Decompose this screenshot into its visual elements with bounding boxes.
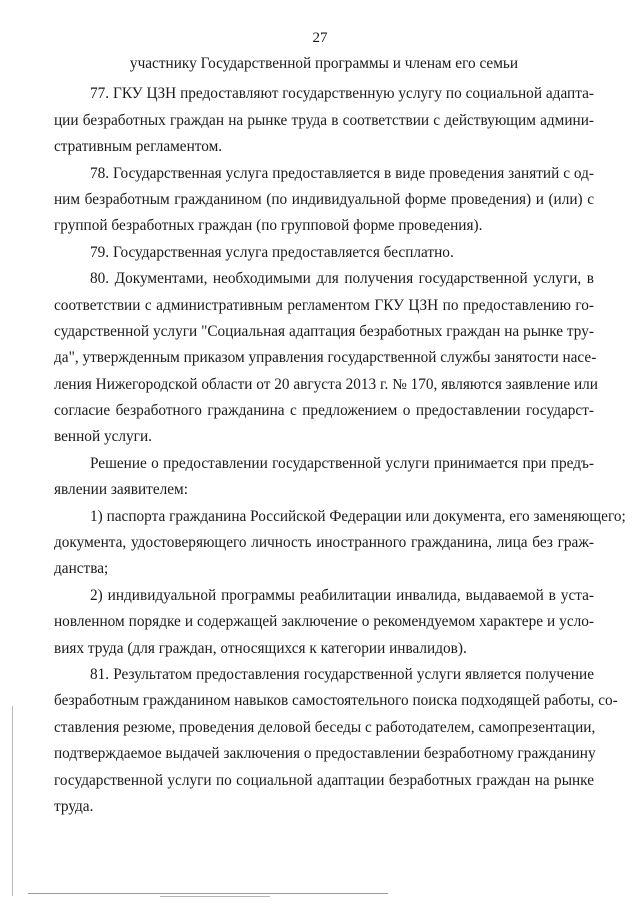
text-line: государственной услуги по социальной адаптации безработных граждан на рынке [54, 771, 594, 789]
page-number: 27 [312, 30, 328, 46]
text-line: ления Нижегородской области от 20 августа 2013 г. № 170, являются заявление или [54, 375, 598, 393]
text-line: 80. Документами, необходимыми для получения государственной услуги, в [90, 270, 594, 288]
text-line: да", утвержденным приказом управления государственной службы занятости насе- [54, 349, 597, 367]
scan-bottom-rule [160, 896, 270, 897]
text-line: документа, удостоверяющего личность иностранного гражданина, лица без граж- [54, 534, 594, 552]
text-line: участнику Государственной программы и членам его семьи [129, 55, 519, 72]
text-line: явлении заявителем: [54, 481, 188, 499]
text-line: подтверждаемое выдачей заключения о предоставлении безработному гражданину [54, 745, 596, 763]
text-line: группой безработных граждан (по групповой форме проведения). [54, 217, 483, 235]
text-line: ставления резюме, проведения деловой беседы с работодателем, самопрезентации, [54, 718, 596, 736]
text-line: 2) индивидуальной программы реабилитации инвалида, выдаваемой в уста- [90, 586, 594, 604]
text-line: Решение о предоставлении государственной услуги принимается при предъ- [90, 454, 594, 472]
text-line: новленном порядке и содержащей заключение о рекомендуемом характере и усло- [54, 613, 594, 631]
text-line: 77. ГКУ ЦЗН предоставляют государственную услугу по социальной адапта- [90, 85, 594, 103]
scan-edge-line [12, 706, 13, 896]
text-line: данства; [54, 560, 109, 578]
scan-bottom-rule [28, 893, 388, 894]
text-line: ции безработных граждан на рынке труда в соответствии с действующим админи- [54, 111, 594, 129]
text-line: сударственной услуги "Социальная адаптация безработных граждан на рынке тру- [54, 322, 594, 340]
text-line: ним безработным гражданином (по индивидуальной форме проведения) и (или) с [54, 190, 594, 208]
text-line: согласие безработного гражданина с предложением о предоставлении государст- [54, 402, 594, 420]
text-line: венной услуги. [54, 428, 152, 446]
text-line: 78. Государственная услуга предоставляется в виде проведения занятий с од- [90, 164, 594, 182]
text-line: соответствии с административным регламентом ГКУ ЦЗН по предоставлению го- [54, 296, 594, 314]
text-line: 81. Результатом предоставления государственной услуги является получение [90, 665, 594, 683]
text-line: безработным гражданином навыков самостоятельного поиска подходящей работы, со- [54, 692, 618, 710]
text-line: 79. Государственная услуга предоставляется бесплатно. [90, 243, 454, 261]
document-body [54, 51, 626, 820]
text-line: виях труда (для граждан, относящихся к категории инвалидов). [54, 639, 467, 657]
text-line: 1) паспорта гражданина Российской Федерации или документа, его заменяющего; [90, 507, 626, 525]
text-line: труда. [54, 797, 94, 815]
text-line: стративным регламентом. [54, 138, 223, 156]
